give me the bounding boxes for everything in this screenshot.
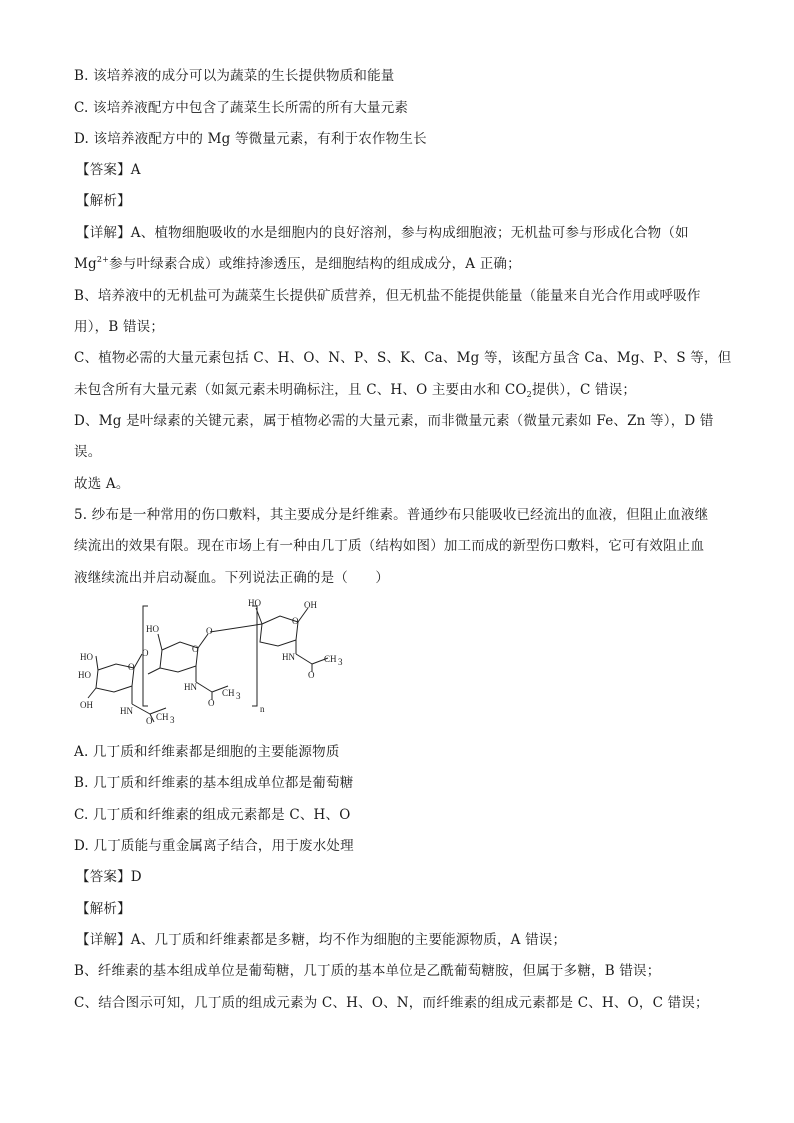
explanation-d: D、Mg 是叶绿素的关键元素，属于植物必需的大量元素，而非微量元素（微量元素如 Fe、Zn 等），D 错	[74, 413, 714, 429]
label-ch3-2: CH	[222, 688, 235, 698]
explanation-b: B、培养液中的无机盐可为蔬菜生长提供矿质营养，但无机盐不能提供能量（能量来自光合作用或呼吸作	[74, 288, 701, 304]
option-a: A. 几丁质和纤维素都是细胞的主要能源物质	[74, 744, 340, 760]
label-oh1: OH	[80, 700, 93, 710]
label-ch3-1: CH	[156, 712, 169, 722]
conclusion: 故选 A。	[74, 476, 130, 492]
label-o-ring1: O	[128, 662, 135, 672]
label-ho4: HO	[248, 598, 261, 608]
label-sub3-1: 3	[170, 715, 175, 724]
label-hn3: HN	[282, 652, 295, 662]
explanation-c: C、植物必需的大量元素包括 C、H、O、N、P、S、K、Ca、Mg 等，该配方虽含 Ca、Mg、P、S 等，但	[74, 350, 732, 366]
label-o-link2: O	[206, 626, 213, 636]
label-ho3: HO	[146, 624, 159, 634]
question-5-cont2: 液继续流出并启动凝血。下列说法正确的是（ ）	[74, 570, 390, 586]
label-o-carb1: O	[146, 716, 153, 724]
label-sub3-3: 3	[338, 657, 343, 667]
label-ho2: HO	[78, 670, 91, 680]
label-ch3-3: CH	[324, 654, 337, 664]
question-5: 5. 纱布是一种常用的伤口敷料，其主要成分是纤维素。普通纱布只能吸收已经流出的血液，但阻止血液继	[74, 507, 709, 523]
explanation-5b: B、纤维素的基本组成单位是葡萄糖，几丁质的基本单位是乙酰葡萄糖胺，但属于多糖，B 错误；	[74, 963, 661, 979]
option-d-prev: D. 该培养液配方中的 Mg 等微量元素，有利于农作物生长	[74, 131, 427, 147]
chitin-structure-figure	[76, 594, 376, 724]
answer-label: 【答案】A	[76, 162, 141, 178]
label-o-ring2: O	[192, 644, 199, 654]
explanation-5c: C、结合图示可知，几丁质的组成元素为 C、H、O、N，而纤维素的组成元素都是 C、H、O，C 错误；	[74, 995, 709, 1011]
answer-label-5: 【答案】D	[76, 869, 142, 885]
label-oh2: OH	[304, 600, 317, 610]
label-o-carb2: O	[208, 698, 215, 708]
question-5-cont1: 续流出的效果有限。现在市场上有一种由几丁质（结构如图）加工而成的新型伤口敷料，它可有效阻止血	[74, 538, 705, 554]
label-o-carb3: O	[308, 670, 315, 680]
explanation-5a: 【详解】A、几丁质和纤维素都是多糖，均不作为细胞的主要能源物质，A 错误；	[76, 932, 567, 948]
option-b-prev: B. 该培养液的成分可以为蔬菜的生长提供物质和能量	[74, 68, 395, 84]
explanation-d-cont: 误。	[74, 444, 102, 460]
option-c-prev: C. 该培养液配方中包含了蔬菜生长所需的所有大量元素	[74, 100, 409, 116]
label-hn1: HN	[120, 706, 133, 716]
label-ho1: HO	[80, 652, 93, 662]
explanation-b-cont: 用），B 错误；	[74, 319, 165, 335]
option-c: C. 几丁质和纤维素的组成元素都是 C、H、O	[74, 807, 351, 823]
label-o-link1: O	[142, 648, 149, 658]
label-hn2: HN	[184, 682, 197, 692]
analysis-label-5: 【解析】	[76, 901, 131, 917]
label-o-ring3: O	[292, 616, 299, 626]
explanation-a-cont: $Mg^{2+}$参与叶绿素合成）或维持渗透压，是细胞结构的组成成分，A 正确；	[74, 255, 521, 272]
option-d: D. 几丁质能与重金属离子结合，用于废水处理	[74, 838, 354, 854]
label-sub3-2: 3	[236, 691, 241, 701]
analysis-label: 【解析】	[76, 193, 131, 209]
label-n: n	[260, 704, 265, 714]
explanation-c-cont: 未包含所有大量元素（如氮元素未明确标注，且 C、H、O 主要由水和 $CO_2$提供），C 错误；	[74, 382, 637, 399]
explanation-a: 【详解】A、植物细胞吸收的水是细胞内的良好溶剂，参与构成细胞液；无机盐可参与形成化合物（如	[76, 225, 689, 241]
option-b: B. 几丁质和纤维素的基本组成单位都是葡萄糖	[74, 775, 354, 791]
